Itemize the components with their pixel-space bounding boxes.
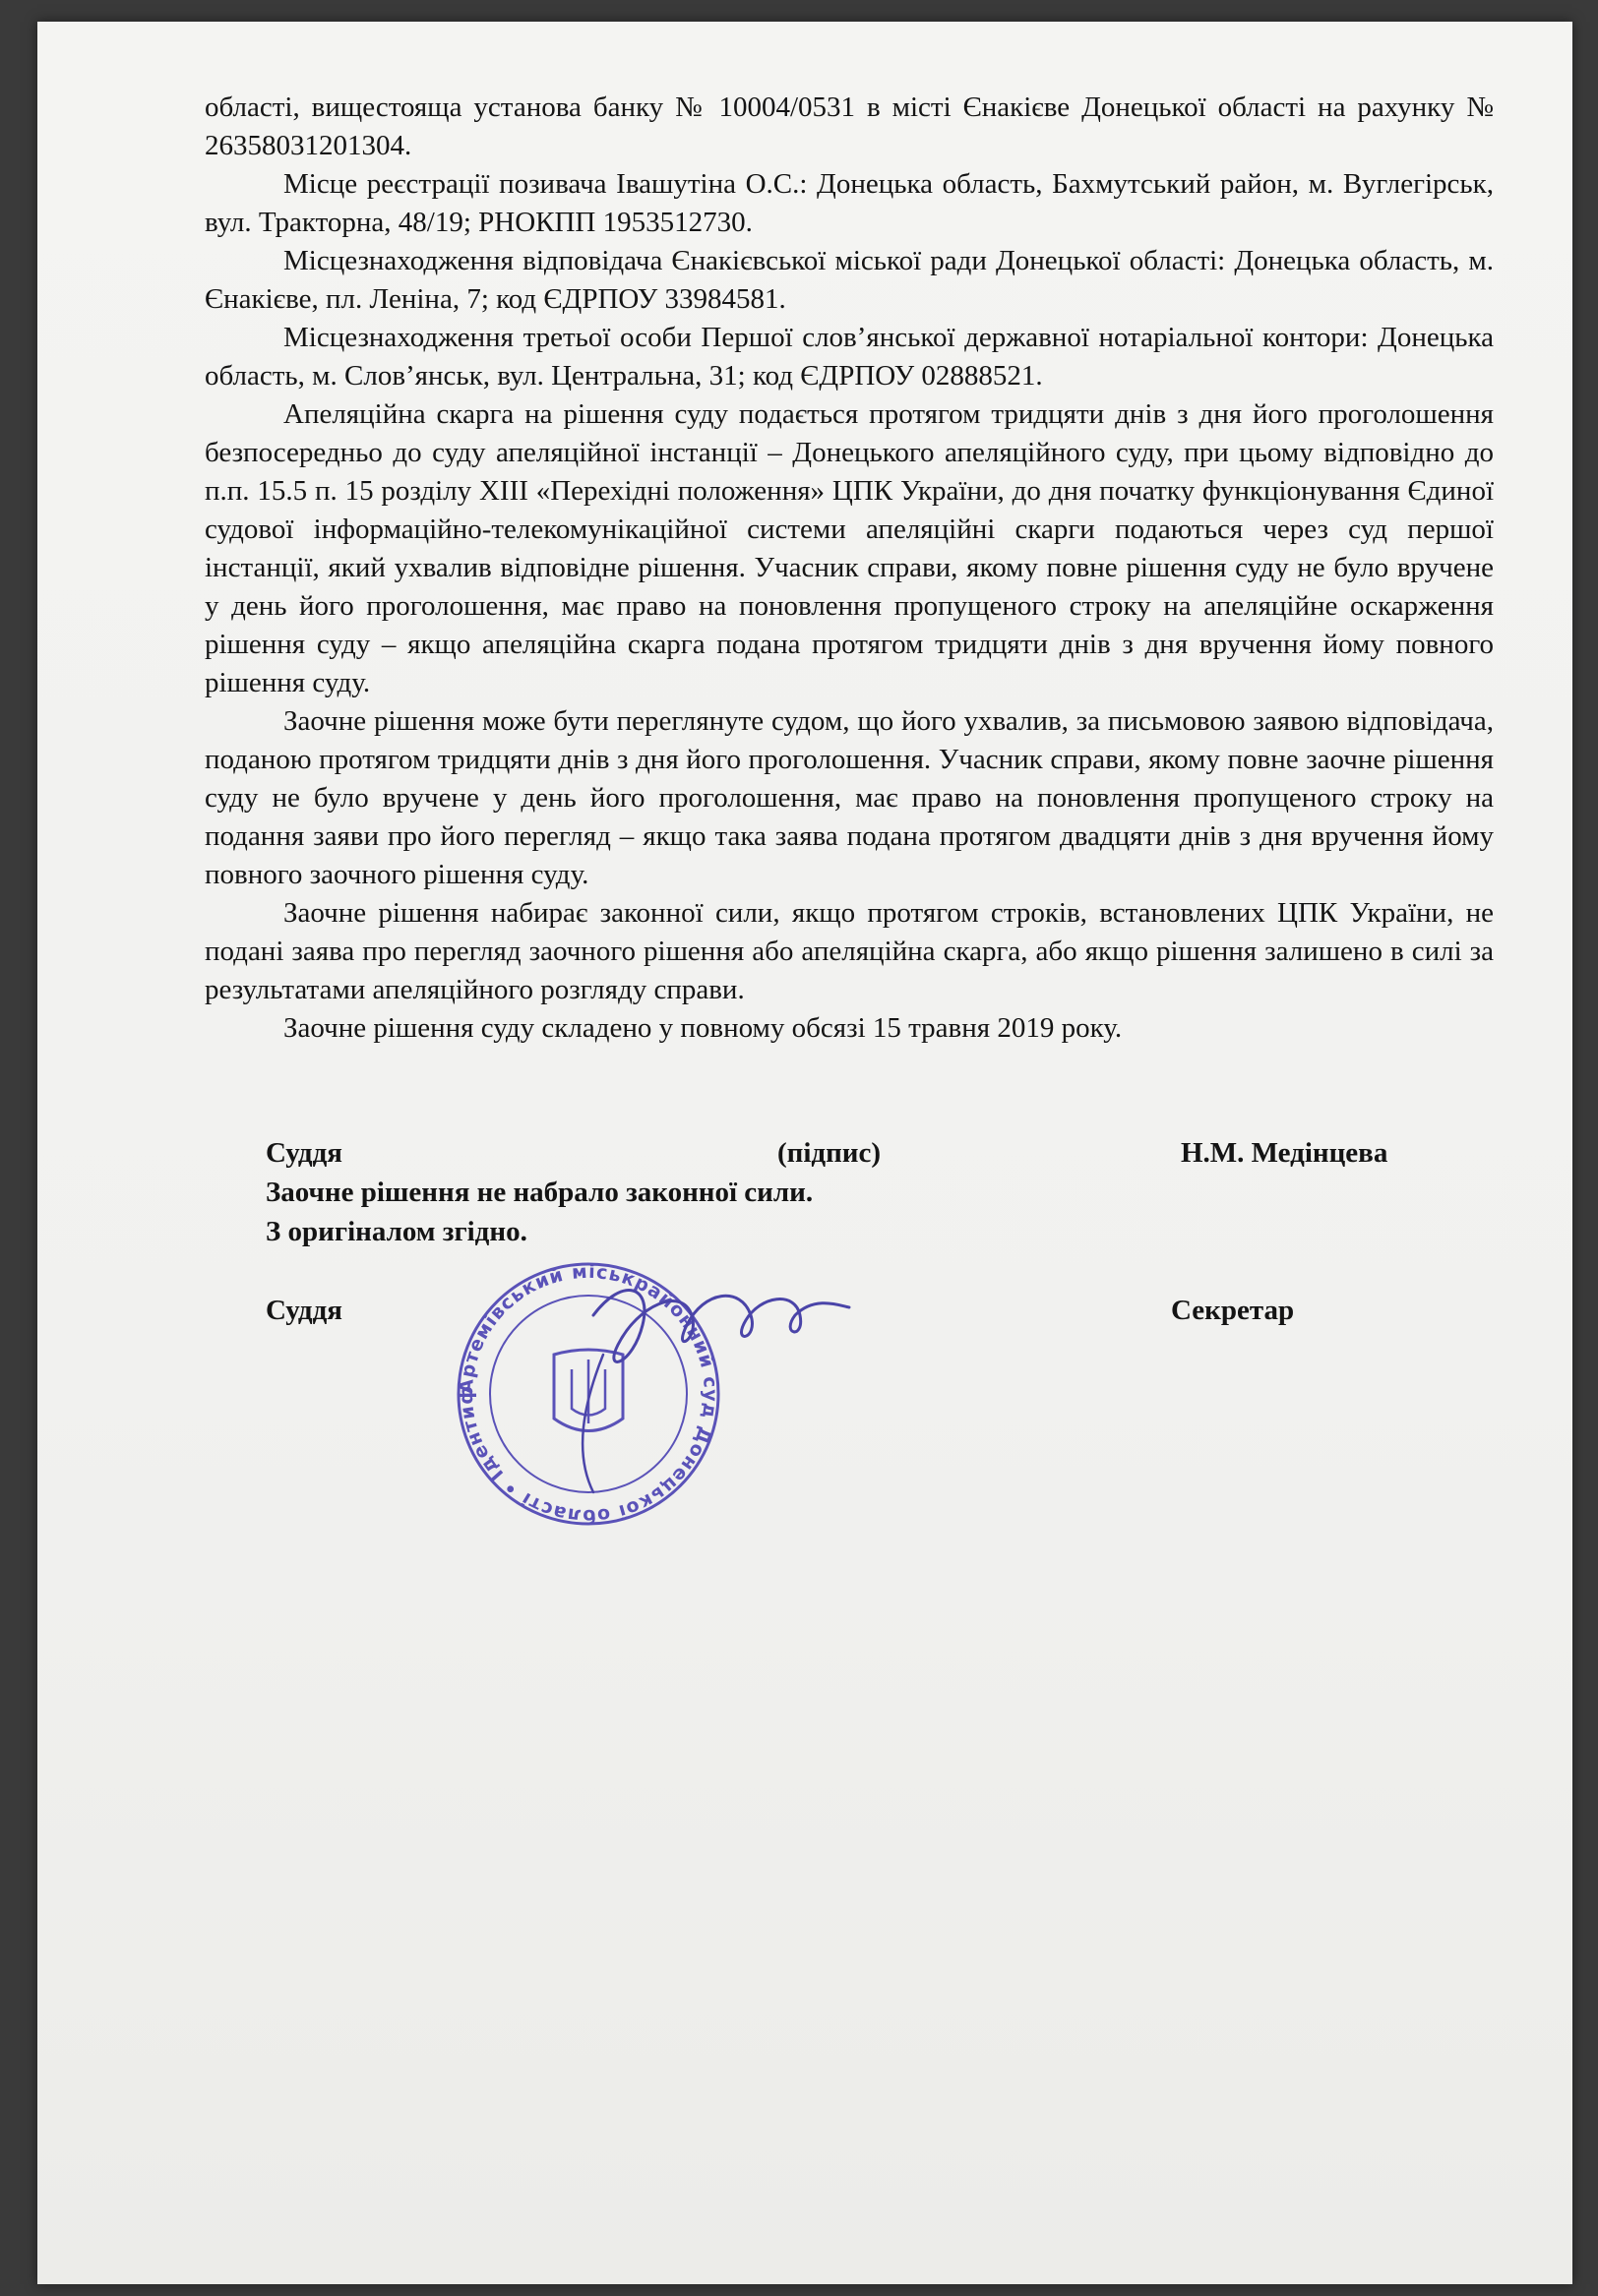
- document-body: [205, 89, 1494, 1048]
- secretary-label: Секретар: [1171, 1295, 1295, 1326]
- paragraph-bank: області, вищестояща установа банку № 10004/0531 в місті Єнакієве Донецької області на рахунку № 26358031201304.: [205, 91, 1494, 161]
- paragraph-legal-force: Заочне рішення набирає законної сили, якщо протягом строків, встановлених ЦПК України, не подані заява про перегляд заочного рішення або апеляційна скарга, або якщо рішення залишено в силі за результатами апеляційного розгляду справи.: [205, 897, 1494, 1005]
- paragraph-review: Заочне рішення може бути переглянуте судом, що його ухвалив, за письмовою заявою відповідача, поданою протягом тридцяти днів з дня його проголошення. Учасник справи, якому повне заочне рішення суду не було вручене у день його проголошення, має право на поновлення пропущеного строку на подання заяви про його перегляд – якщо така заява подана протягом двадцяти днів з дня вручення йому повного заочного рішення суду.: [205, 705, 1494, 890]
- paragraph-date: Заочне рішення суду складено у повному обсязі 15 травня 2019 року.: [283, 1012, 1123, 1044]
- judge-label: Суддя: [266, 1137, 342, 1169]
- paragraph-plaintiff-address: Місце реєстрації позивача Івашутіна О.С.: Донецька область, Бахмутський район, м. Вуглегірськ, вул. Тракторна, 48/19; РНОКПП 1953512730.: [205, 168, 1494, 238]
- document-page: [37, 22, 1572, 2284]
- court-stamp: [446, 1246, 869, 1541]
- handwritten-signature: [593, 1291, 849, 1362]
- judge-label-2: Суддя: [266, 1295, 342, 1326]
- certified-note: З оригіналом згідно.: [266, 1216, 527, 1247]
- signature-note: (підпис): [777, 1137, 882, 1169]
- judge-name: Н.М. Медінцева: [1181, 1137, 1388, 1169]
- paragraph-third-party-address: Місцезнаходження третьої особи Першої слов’янської державної нотаріальної контори: Донецька область, м. Слов’янськ, вул. Центральна, 31; код ЄДРПОУ 02888521.: [205, 322, 1494, 392]
- paragraph-defendant-address: Місцезнаходження відповідача Єнакієвської міської ради Донецької області: Донецька область, м. Єнакієве, пл. Леніна, 7; код ЄДРПОУ 33984581.: [205, 245, 1494, 315]
- not-in-force-note: Заочне рішення не набрало законної сили.: [266, 1177, 814, 1208]
- paragraph-appeal: Апеляційна скарга на рішення суду подається протягом тридцяти днів з дня його проголошення безпосередньо до суду апеляційної інстанції – Донецького апеляційного суду, при цьому відповідно до п.п. 15.5 п. 15 розділу XIII «Перехідні положення» ЦПК України, до дня початку функціонування Єдиної судової інформаційно-телекомунікаційної системи апеляційні скарги подаються через суд першої інстанції, який ухвалив відповідне рішення. Учасник справи, якому повне рішення суду не було вручене у день його проголошення, має право на поновлення пропущеного строку на апеляційне оскарження рішення суду – якщо апеляційна скарга подана протягом тридцяти днів з дня вручення йому повного рішення суду.: [205, 398, 1494, 698]
- stamp-text: Артемівський міськрайонний суд Донецької області • Ідентиф: [455, 1260, 722, 1528]
